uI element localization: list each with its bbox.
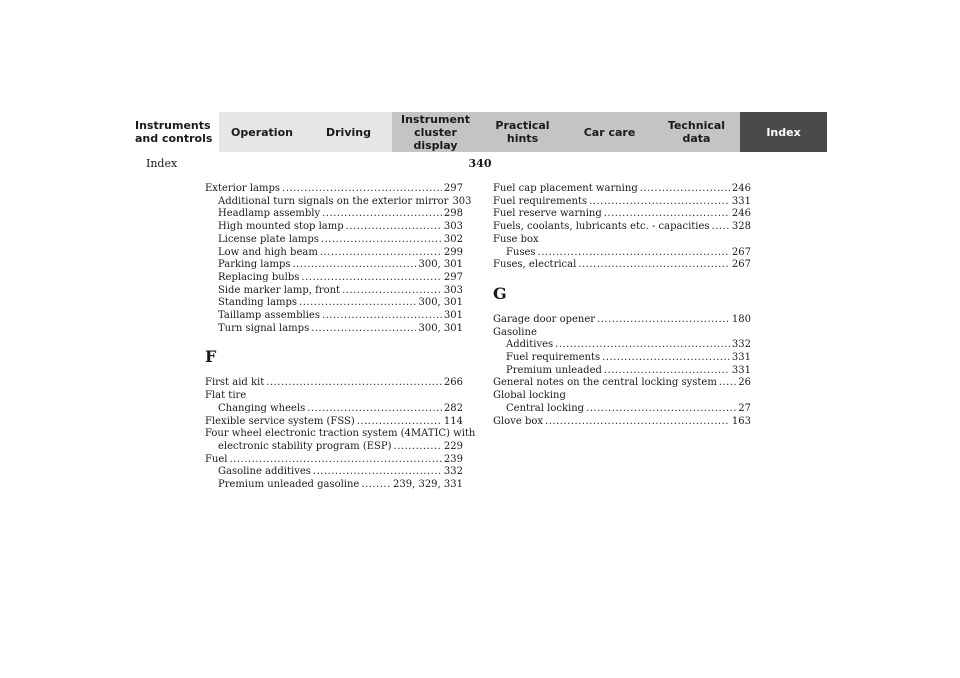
index-entry-label: Standing lamps [218, 297, 298, 309]
index-page-ref[interactable]: 303 [452, 195, 472, 207]
index-page-ref[interactable]: 301 [443, 310, 463, 322]
index-page-ref[interactable]: 239, 329, 331 [393, 479, 463, 491]
index-subentry[interactable] [205, 208, 463, 221]
index-entry[interactable] [205, 454, 463, 467]
index-page-ref[interactable]: 300, 301 [418, 322, 463, 334]
tab-operation[interactable]: Operation [219, 112, 305, 152]
dot-leader [640, 183, 730, 196]
index-subentry[interactable] [205, 195, 472, 209]
dot-leader [394, 441, 442, 454]
index-letter-heading: F [205, 347, 217, 367]
index-subentry[interactable] [493, 403, 751, 416]
dot-leader [578, 259, 730, 272]
dot-leader [719, 377, 736, 390]
dot-leader [545, 416, 730, 429]
index-entry-label: electronic stability program (ESP) [218, 440, 392, 452]
index-subentry[interactable] [205, 403, 463, 416]
index-entry-label: Replacing bulbs [218, 271, 300, 283]
index-page-ref[interactable]: 299 [443, 246, 463, 258]
index-entry-label: Premium unleaded gasoline [218, 479, 360, 491]
dot-leader [586, 403, 736, 416]
index-entry-label: Premium unleaded [506, 364, 602, 376]
index-entry-label: Fuel requirements [506, 352, 601, 364]
index-subentry[interactable] [205, 247, 463, 260]
index-page-ref[interactable]: 267 [731, 246, 751, 258]
index-page-ref[interactable]: 331 [731, 364, 751, 376]
index-entry-label: Glove box [493, 415, 544, 427]
index-page-ref[interactable]: 229 [443, 440, 463, 452]
index-entry-label: Fuses [506, 246, 536, 258]
index-entry-heading: Four wheel electronic traction system (4MATIC) with [205, 428, 476, 440]
index-entry-label: Additional turn signals on the exterior mirror [218, 195, 449, 207]
index-page-ref[interactable]: 246 [731, 183, 751, 194]
dot-leader [299, 297, 416, 310]
index-entry[interactable] [493, 377, 751, 390]
index-page-ref[interactable]: 266 [443, 377, 463, 389]
index-page-ref[interactable]: 26 [738, 377, 751, 389]
index-entry-label: Additives [506, 339, 554, 351]
index-page-ref[interactable]: 27 [738, 402, 751, 414]
index-entry-label: Fuel cap placement warning [493, 183, 638, 194]
dot-leader [320, 247, 442, 260]
index-entry-heading: Gasoline [493, 326, 537, 338]
dot-leader [301, 272, 442, 285]
dot-leader [321, 234, 442, 247]
tab-instruments-and-controls[interactable]: Instruments and controls [131, 112, 219, 152]
index-page-ref[interactable]: 331 [731, 352, 751, 364]
index-entry-label: Fuels, coolants, lubricants etc. - capacities [493, 221, 710, 233]
dot-leader [712, 221, 730, 234]
dot-leader [346, 221, 442, 234]
index-subentry[interactable] [493, 247, 751, 260]
index-column-left [205, 183, 476, 492]
dot-leader [311, 323, 416, 336]
index-page-ref[interactable]: 332 [731, 339, 751, 351]
index-entry[interactable] [493, 208, 751, 221]
index-entry-heading: Flat tire [205, 390, 247, 402]
index-entry[interactable] [493, 416, 751, 429]
index-page-ref[interactable]: 282 [443, 402, 463, 414]
tab-driving[interactable]: Driving [305, 112, 392, 152]
dot-leader [361, 479, 391, 492]
index-subentry[interactable] [205, 297, 463, 310]
dot-leader [322, 208, 442, 221]
dot-leader [282, 183, 442, 196]
index-page-ref[interactable]: 180 [731, 313, 751, 325]
index-entry-label: High mounted stop lamp [218, 221, 344, 233]
dot-leader [292, 259, 416, 272]
tab-technical-data[interactable]: Technical data [653, 112, 740, 152]
index-entry-label: Parking lamps [218, 259, 291, 271]
index-entry[interactable] [493, 259, 751, 272]
index-entry[interactable] [493, 196, 751, 209]
dot-leader [322, 310, 442, 323]
index-subentry[interactable] [205, 272, 463, 285]
index-entry-label: Fuses, electrical [493, 259, 577, 271]
index-page-ref[interactable]: 267 [731, 259, 751, 271]
dot-leader [266, 377, 442, 390]
tab-index[interactable]: Index [740, 112, 827, 152]
index-page-ref[interactable]: 239 [443, 453, 463, 465]
index-column-right [493, 183, 751, 428]
index-entry-label: General notes on the central locking system [493, 377, 717, 389]
index-entry-label: Low and high beam [218, 246, 318, 258]
section-header: Index [146, 157, 178, 170]
index-page-ref[interactable]: 303 [443, 284, 463, 296]
index-entry-label: Taillamp assemblies [218, 310, 320, 322]
index-entry-label: Side marker lamp, front [218, 284, 341, 296]
index-entry-heading: Fuse box [493, 233, 539, 245]
dot-leader [342, 285, 442, 298]
dot-leader [602, 352, 730, 365]
dot-leader [555, 339, 730, 352]
index-subentry[interactable] [205, 466, 463, 479]
index-entry[interactable] [205, 416, 463, 429]
index-entry-label: Turn signal lamps [218, 322, 310, 334]
dot-leader [230, 454, 442, 467]
tab-instrument-cluster-display[interactable]: Instrument cluster display [392, 112, 479, 152]
index-subentry[interactable] [205, 259, 463, 272]
index-entry-label: Fuel requirements [493, 195, 588, 207]
index-entry-label: First aid kit [205, 377, 265, 389]
index-entry-label: Gasoline additives [218, 466, 311, 478]
index-page-ref[interactable]: 163 [731, 415, 751, 427]
index-subentry[interactable] [205, 234, 463, 247]
index-subentry[interactable] [205, 441, 463, 454]
index-entry[interactable] [493, 183, 751, 196]
tab-car-care[interactable]: Car care [566, 112, 653, 152]
index-entry-label: Flexible service system (FSS) [205, 415, 355, 427]
index-page-ref[interactable]: 303 [443, 221, 463, 233]
index-page-ref[interactable]: 302 [443, 233, 463, 245]
index-subentry[interactable] [205, 479, 463, 492]
index-page-ref[interactable]: 332 [443, 466, 463, 478]
index-subentry[interactable] [205, 285, 463, 298]
index-page-ref[interactable]: 297 [443, 183, 463, 194]
index-subentry[interactable] [205, 310, 463, 323]
index-subentry[interactable] [493, 339, 751, 352]
index-entry-label: Changing wheels [218, 402, 306, 414]
dot-leader [604, 208, 730, 221]
dot-leader [589, 196, 730, 209]
index-subentry[interactable] [205, 323, 463, 336]
index-page-ref[interactable]: 297 [443, 271, 463, 283]
index-subentry[interactable] [493, 365, 751, 378]
index-entry-label: Garage door opener [493, 313, 596, 325]
index-entry-heading: Global locking [493, 390, 566, 402]
index-entry[interactable] [493, 221, 751, 234]
index-page-ref[interactable]: 300, 301 [418, 259, 463, 271]
index-page-ref[interactable]: 300, 301 [418, 297, 463, 309]
index-subentry[interactable] [493, 352, 751, 365]
index-subentry[interactable] [205, 221, 463, 234]
index-entry-label: Headlamp assembly [218, 208, 321, 220]
index-letter-heading: G [493, 283, 507, 303]
index-entry-label: License plate lamps [218, 233, 319, 245]
page-number: 340 [468, 157, 492, 170]
chapter-tab-bar [131, 112, 827, 152]
index-entry[interactable] [205, 377, 463, 390]
index-page-ref[interactable]: 114 [443, 415, 463, 427]
tab-practical-hints[interactable]: Practical hints [479, 112, 566, 152]
index-entry-label: Exterior lamps [205, 183, 281, 194]
index-entry-label: Fuel [205, 453, 228, 465]
index-page-ref[interactable]: 246 [731, 208, 751, 220]
index-page-ref[interactable]: 328 [731, 221, 751, 233]
dot-leader [597, 314, 730, 327]
dot-leader [313, 466, 442, 479]
dot-leader [357, 416, 442, 429]
dot-leader [604, 365, 730, 378]
index-entry[interactable] [205, 183, 463, 196]
index-page-ref[interactable]: 331 [731, 195, 751, 207]
index-page-ref[interactable]: 298 [443, 208, 463, 220]
dot-leader [307, 403, 442, 416]
index-entry-label: Central locking [506, 402, 585, 414]
dot-leader [538, 247, 730, 260]
index-entry-label: Fuel reserve warning [493, 208, 602, 220]
index-entry[interactable] [493, 314, 751, 327]
